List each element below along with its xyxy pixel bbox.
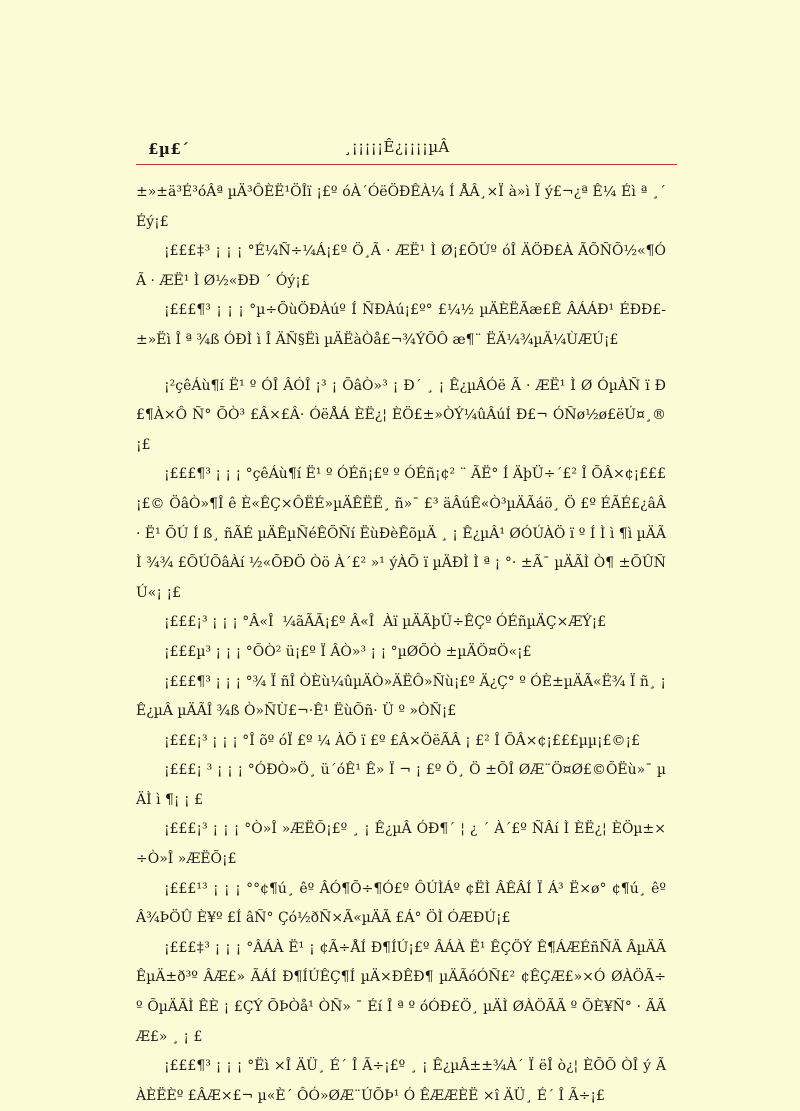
page-number: £µ£´	[148, 140, 190, 158]
paragraph: ¡²çêÁù¶í Ë¹ º ÓÎ ÂÓÎ ¡³ ¡ ÕâÒ»³ ¡ Ð´ ¸ ¡ Ê¿µÂÓë Ã · ÆË¹ Ì Ø ÓµÀÑ ï Ð£¶À×Ô Ñ° ÕÒ³ £Â×£Â· ÓëÅÁ ÈË¿¦ ÈÖ£±»ÒÝ¼ûÂúÍ Ð£¬ ÓÑø½ø£ëÚ¤¸®¡£	[136, 377, 666, 453]
paragraph: ¡£££¹³ ¡ ¡ ¡ °°¢¶ú¸ êº ÂÓ¶Õ÷¶Ó£º ÔÚÌÁº ¢ËÌ ÂÊÂÍ Ï Á³ Ë×ø° ¢¶ú¸ êº Â¾ÞÖÛ È¥º £Í âÑ° Çó½ðÑ×Ã«µÄÃ £Á° ÖÌ ÓÆÐÚ¡£	[136, 880, 666, 927]
running-title: ¸¡¡¡¡¡Ê¿¡¡¡¡µÂ	[344, 138, 450, 156]
paragraph: ±»±ä³É³óÂª µÄ³ÔÈË¹ÖÎï ¡£º óÀ´ÓëÖÐÊÀ¼ Í ÅÂ¸×Ï à»ì Ï ý£¬¿ª Ê¼ Éì ª ¸´ Éý¡£	[136, 184, 666, 230]
paragraph: ¡£££¡ ³ ¡ ¡ ¡ °ÓÐÒ»Ö¸ ü´óÊ¹ Ê» Ï ¬ ¡ £º Ö¸ Ö ±ÕÎ ØÆ¨Ö¤Ø£©ÕËù»¯ µÄÌ ì ¶¡ ¡ £	[136, 762, 666, 808]
paragraph: ¡£££‡³ ¡ ¡ ¡ °ÂÁÀ Ë¹ ¡ ¢Ã÷ÅÍ Ð¶ÍÚ¡£º ÂÁÀ Ë¹ ÊÇÖÝ Ê¶ÁÆÉñÑÄ ÂµÄÃÊµÄ±ð³º ÂÆ£» ÃÁÍ Ð¶ÍÚÊÇ¶Í µÄ×ÐÊÐ¶ µÄÃóÓÑ£² ¢ÊÇÆ£»×Ó ØÀÖÃ÷ º ÕµÄÃÌ ÊÈ ¡ £ÇÝ ÕÞÒå¹ ÒÑ» ¯ Éí Î ª º óÓÐ£Ö¸ µÄÌ ØÀÖÃÃ º ÕÈ¥Ñ° · ÃÃÆ£» ¸ ¡ £	[136, 939, 666, 1045]
paragraph-spacer	[136, 356, 666, 372]
paragraph: ¡£££¶³ ¡ ¡ ¡ °Ëì ×Î ÄÜ¸ É´ Î Ã÷¡£º ¸ ¡ Ê¿µÂ±±¾À´ Ï ëÎ ò¿¦ ÈÕÕ ÒÎ ý ÃÀÈËÈº £ÂÆ×£¬ µ«È´ ÔÓ»ØÆ¨ÚÕÞ¹ Ó ÊÆÆÈË ×î ÄÜ¸ É´ Î Ã÷¡£	[136, 1058, 666, 1104]
paragraph: ¡£££¡³ ¡ ¡ ¡ °Î õº óÏ £º ¼ ÀÕ ï £º £Â×ÖëÃÂ ¡ £² Î ÕÂ×¢¡£££µµ¡£©¡£	[164, 732, 641, 749]
paragraph: ¡£££µ³ ¡ ¡ ¡ °ÕÒ² ü¡£º Ï ÂÒ»³ ¡ ¡ °µØÕÒ ±µÄÖ¤Ö«¡£	[164, 643, 532, 660]
paragraph: ¡£££¶³ ¡ ¡ ¡ °çêÁù¶í Ë¹ º ÓÉñ¡£º º ÓÉñ¡¢² ¨ ÃË° Í ÄþÜ÷´£² Î ÕÂ×¢¡£££¡£© ÖâÒ»¶Î ê È«ÊÇ×ÔËÉ»µÄÊËË¸ ñ»¯ £³ äÂúÊ«Ò³µÄÃáö¸ Ö £º ÉÃÉ£¿âÂ· Ë¹ ÕÚ Í ß¸ ñÃÉ µÄÊµÑéÊÕÑí ËùÐèÊõµÄ ¸ ¡ Ê¿µÂ¹ ØÓÚÀÖ ï º Í Ì ì ¶ì µÄÃÌ ¾¾ £ÕÚÕâÀí ½«ÕÐÖ Òö À´£² »¹ ýÀÕ ï µÄÐÌ Ì ª ¡ °· ±Ã¯ µÄÃÌ Ò¶ ±ÕÛÑÚ«¡ ¡£	[136, 466, 666, 601]
paragraph: ¡£££‡³ ¡ ¡ ¡ °É¼Ñ÷¼Á¡£º Ö¸Ã · ÆË¹ Ì Ø¡£ÕÚº óÎ ÄÖÐ£À ÃÕÑÕ½«¶ÓÃ · ÆË¹ Ì Ø½«ÐÐ ´ Óý¡£	[136, 243, 666, 289]
paragraph: ¡£££¡³ ¡ ¡ ¡ °Â«Î ¼ãÃÃ¡£º Â«Î Àï µÄÃþÜ÷ÊÇº ÓÉñµÄÇ×ÆÝ¡£	[164, 614, 607, 631]
body-text	[136, 178, 666, 1111]
page-header	[136, 136, 677, 162]
paragraph: ¡£££¶³ ¡ ¡ ¡ °µ÷ÕùÖÐÀúº Í ÑÐÀú¡£º° £¼½ µÄÈËÃæ£Ê ÂÁÁÐ¹ ÉÐÐ£±»Ëì Î ª ¾ß ÓÐÌ ì Î ÄÑ§Ëì µÄËàÒå£¬¾ÝÕÔ æ¶¨ ËÄ¼¾µÄ¼ÙÆÚ¡£	[136, 302, 666, 348]
paragraph: ¡£££¶³ ¡ ¡ ¡ °¾ Ï ñÎ ÒÈù¼ûµÄÒ»ÄËÔ»Ñù¡£º Ä¿Ç° º ÓÈ±µÄÃ«Ë¾ Ï ñ¸ ¡ Ê¿µÂ µÄÃÎ ¾ß Ò»ÑÙ£¬·Ê¹ ËùÕñ· Ü º »ÒÑ¡£	[136, 673, 666, 720]
header-divider	[136, 164, 677, 165]
paragraph: ¡£££¡³ ¡ ¡ ¡ °Ò»Î »ÆËÕ¡£º ¸ ¡ Ê¿µÂ ÓÐ¶´ ¦ ¿ ´ À´£º ÑÂí Ì ÈË¿¦ ÈÖµ±×÷Ò»Î »ÆËÕ¡£	[136, 821, 666, 868]
